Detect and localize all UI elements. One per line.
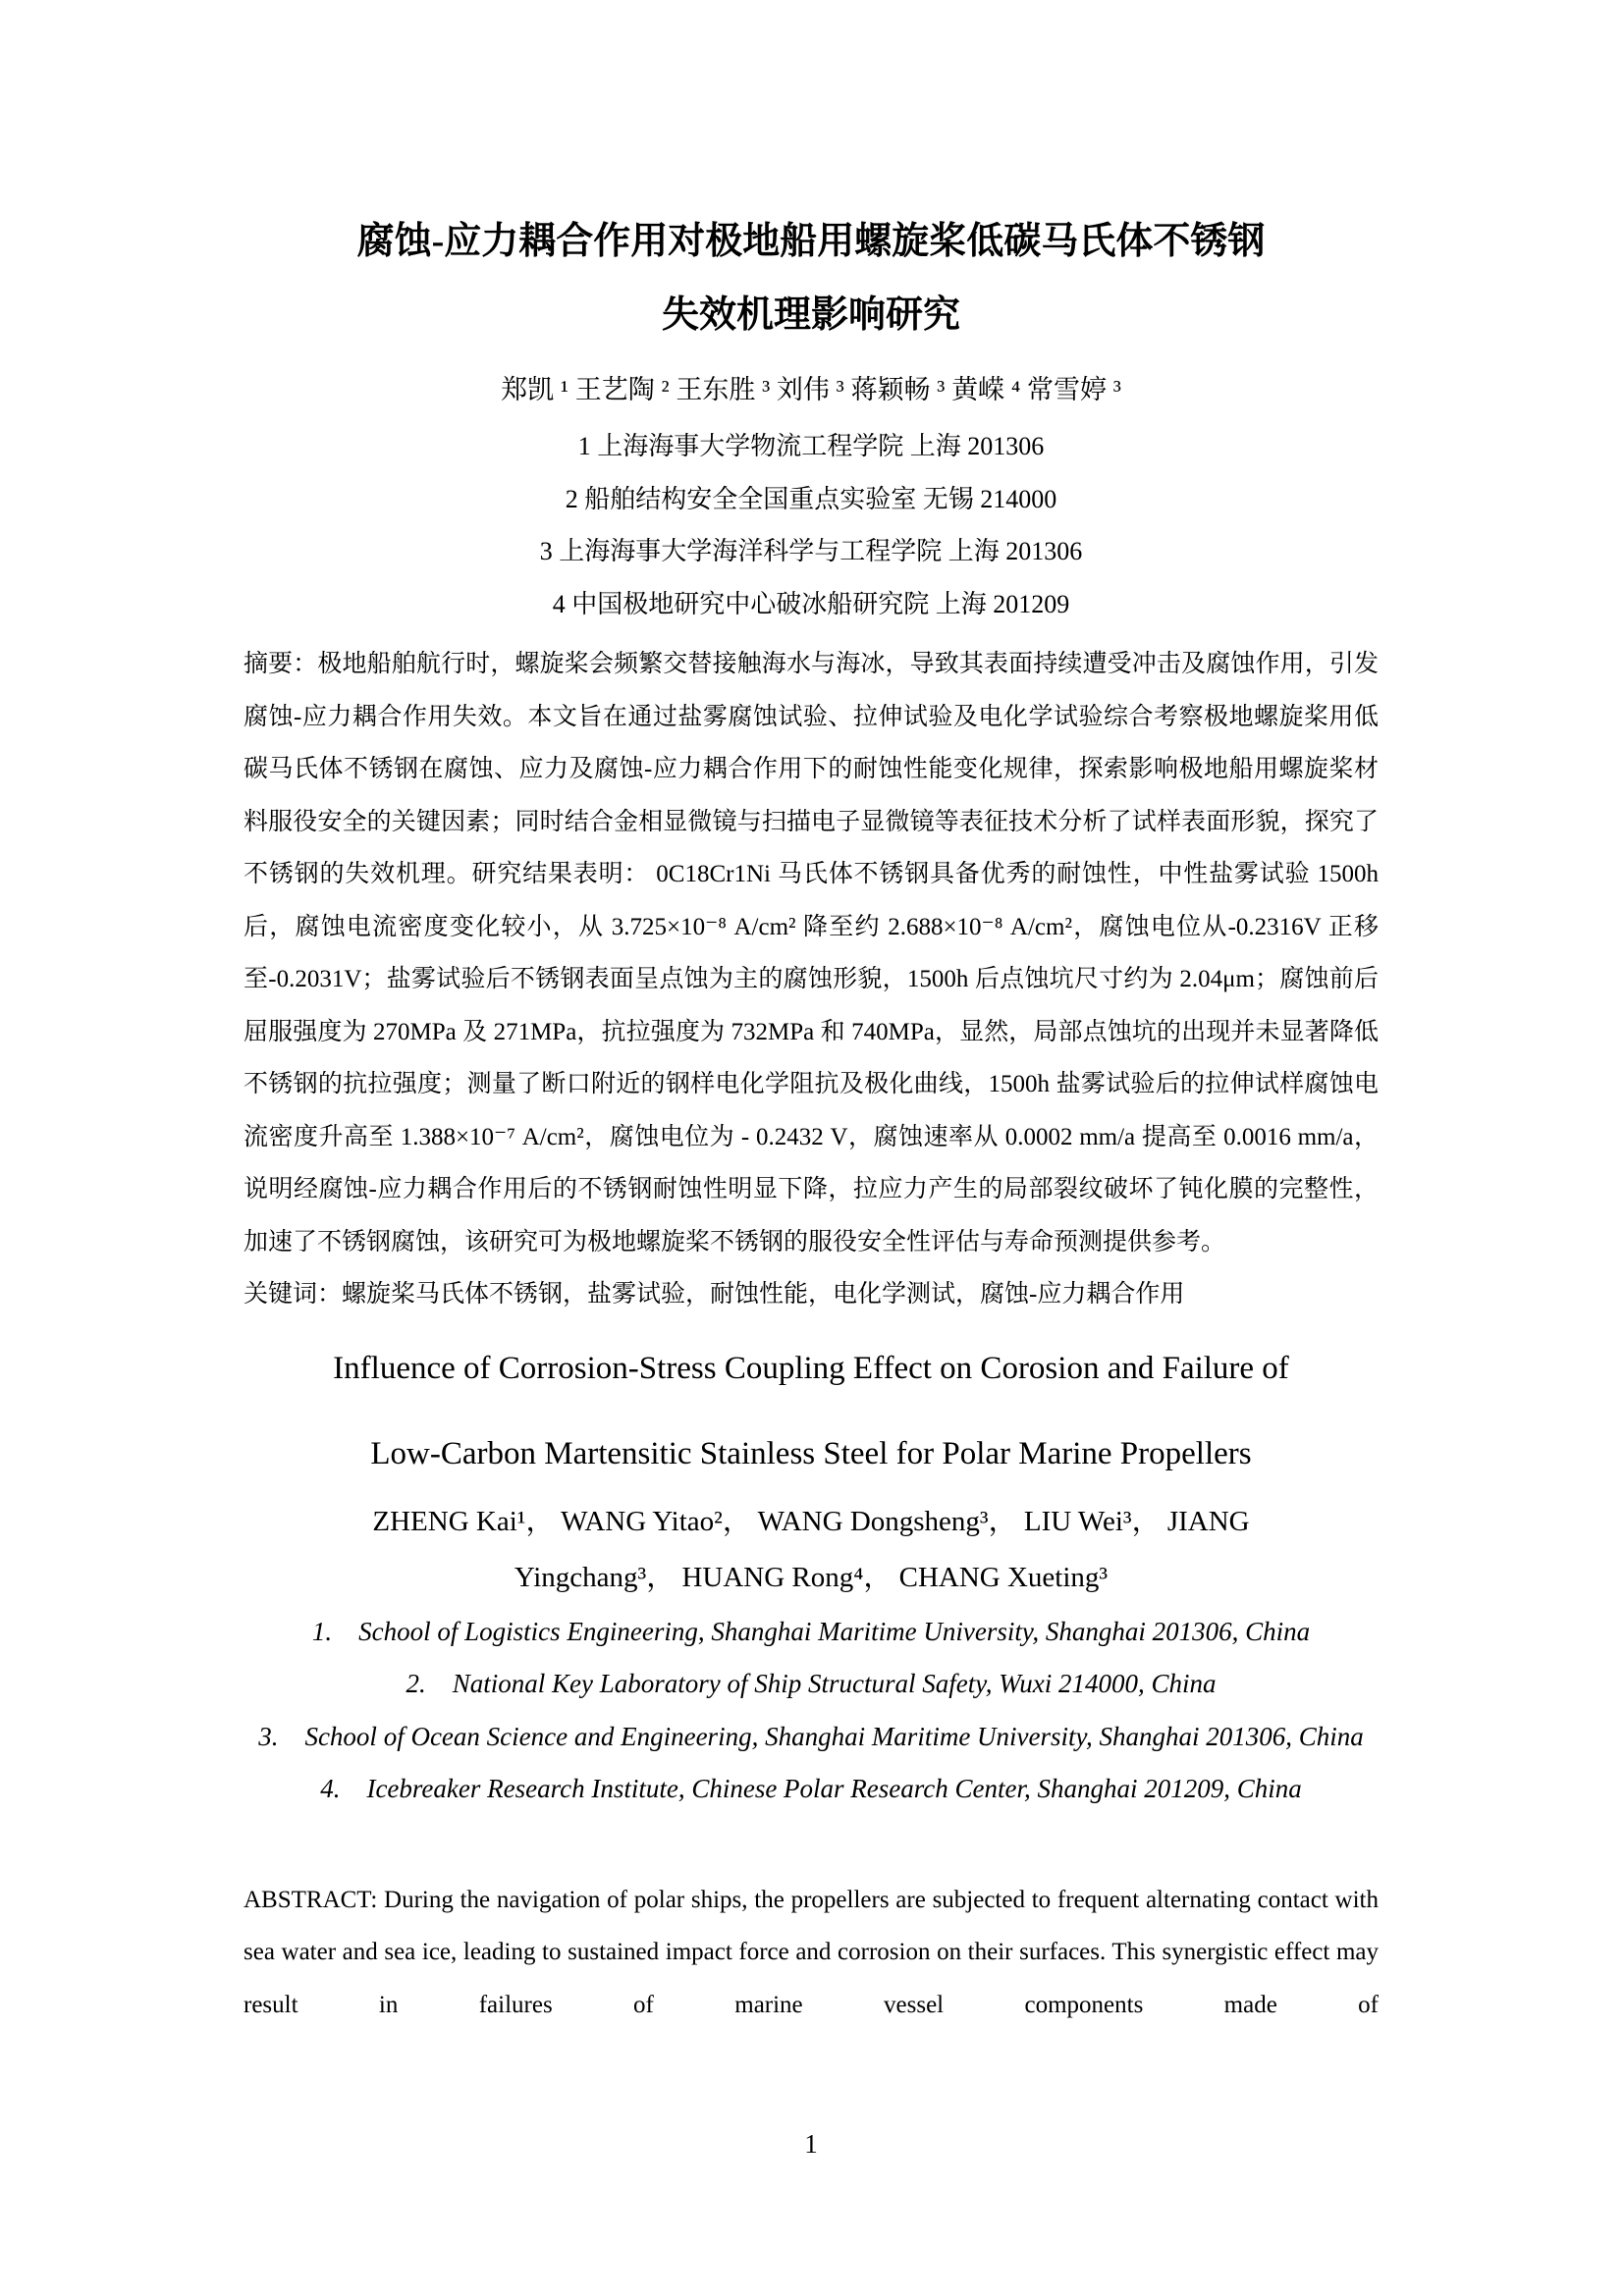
english-affiliation-4: 4. Icebreaker Research Institute, Chinese Polar Research Center, Shanghai 201209, China — [320, 1774, 1302, 1803]
chinese-affiliation-4: 4 中国极地研究中心破冰船研究院 上海 201209 — [552, 589, 1070, 618]
chinese-keywords: 关键词：螺旋桨马氏体不锈钢，盐雾试验，耐蚀性能，电化学测试，腐蚀-应力耦合作用 — [244, 1281, 1185, 1308]
chinese-affiliation-1: 1 上海海事大学物流工程学院 上海 201306 — [577, 432, 1045, 460]
english-affiliation-1: 1. School of Logistics Engineering, Shanghai Maritime University, Shanghai 201306, China — [311, 1616, 1311, 1646]
chinese-abstract: 摘要：极地船舶航行时，螺旋桨会频繁交替接触海水与海冰，导致其表面持续遭受冲击及腐蚀作用，引发腐蚀-应力耦合作用失效。本文旨在通过盐雾腐蚀试验、拉伸试验及电化学试验综合考察极地螺旋桨用低碳马氏体不锈钢在腐蚀、应力及腐蚀-应力耦合作用下的耐蚀性能变化规律，探索影响极地船用螺旋桨材料服役安全的关键因素；同时结合金相显微镜与扫描电子显微镜等表征技术分析了试样表面形貌，探究了不锈钢的失效机理。研究结果表明： 0C18Cr1Ni 马氏体不锈钢具备优秀的耐蚀性，中性盐雾试验 1500h 后，腐蚀电流密度变化较小，从 3.725×10⁻⁸ A/cm² 降至约 2.688×10⁻⁸ A/cm²，腐蚀电位从-0.2316V 正移至-0.2031V；盐雾试验后不锈钢表面呈点蚀为主的腐蚀形貌，1500h 后点蚀坑尺寸约为 2.04μm；腐蚀前后屈服强度为 270MPa 及 271MPa，抗拉强度为 732MPa 和 740MPa，显然，局部点蚀坑的出现并未显著降低不锈钢的抗拉强度；测量了断口附近的钢样电化学阻抗及极化曲线，1500h 盐雾试验后的拉伸试样腐蚀电流密度升高至 1.388×10⁻⁷ A/cm²，腐蚀电位为 - 0.2432 V，腐蚀速率从 0.0002 mm/a 提高至 0.0016 mm/a，说明经腐蚀-应力耦合作用后的不锈钢耐蚀性明显下降，拉应力产生的局部裂纹破坏了钝化膜的完整性，加速了不锈钢腐蚀，该研究可为极地螺旋桨不锈钢的服役安全性评估与寿命预测提供参考。 — [244, 651, 1379, 1255]
english-title-line2: Low-Carbon Martensitic Stainless Steel for Polar Marine Propellers — [370, 1435, 1252, 1471]
chinese-title-line2: 失效机理影响研究 — [661, 294, 960, 336]
english-affiliation-2: 2. National Key Laboratory of Ship Structural Safety, Wuxi 214000, China — [406, 1669, 1217, 1698]
chinese-affiliation-3: 3 上海海事大学海洋科学与工程学院 上海 201306 — [539, 537, 1083, 565]
paper-page — [244, 0, 1379, 2296]
chinese-affiliations — [244, 420, 1379, 630]
english-abstract: ABSTRACT: During the navigation of polar ships, the propellers are subjected to frequent alternating contact with sea water and sea ice, leading to sustained impact force and corrosion on their surfaces. This synergistic effect may result in failures of marine vessel components made of — [244, 1886, 1379, 2018]
page-number: 1 — [804, 2129, 818, 2159]
english-authors-line2: Yingchang³， HUANG Rong⁴， CHANG Xueting³ — [514, 1561, 1109, 1593]
english-affiliation-3: 3. School of Ocean Science and Engineering, Shanghai Maritime University, Shanghai 201306, China — [258, 1721, 1364, 1751]
english-title-line1: Influence of Corrosion-Stress Coupling Effect on Corosion and Failure of — [333, 1350, 1289, 1386]
chinese-title-line1: 腐蚀-应力耦合作用对极地船用螺旋桨低碳马氏体不锈钢 — [356, 221, 1266, 262]
chinese-authors: 郑凯 ¹ 王艺陶 ² 王东胜 ³ 刘伟 ³ 蒋颖畅 ³ 黄嵘 ⁴ 常雪婷 ³ — [501, 375, 1121, 404]
chinese-affiliation-2: 2 船舶结构安全全国重点实验室 无锡 214000 — [565, 484, 1057, 513]
english-authors-line1: ZHENG Kai¹， WANG Yitao²， WANG Dongsheng³， LIU Wei³， JIANG — [372, 1505, 1250, 1537]
english-affiliations — [244, 1606, 1379, 1816]
